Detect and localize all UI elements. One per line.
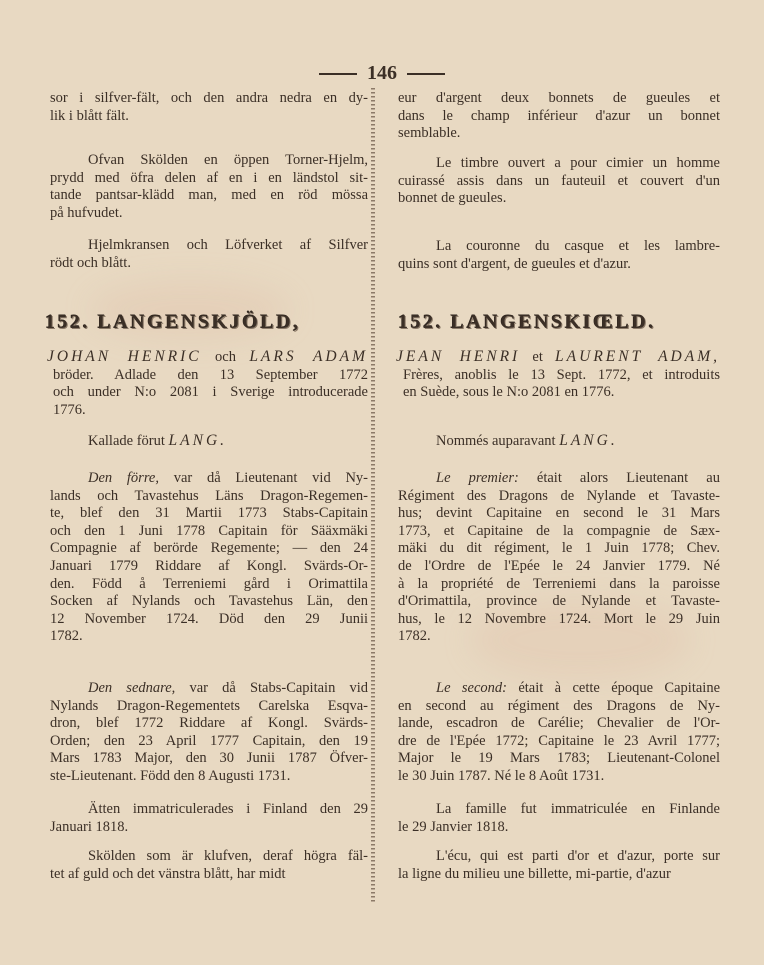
italic-run: Le second:	[436, 680, 507, 696]
text-line	[50, 254, 131, 272]
text-line	[50, 204, 122, 222]
text-line	[398, 714, 720, 732]
text-run: på hufvudet.	[50, 204, 123, 221]
text-line	[398, 697, 720, 715]
text-run: sor i silfver-fält, och den andra nedra en dy-	[50, 90, 368, 106]
text-line	[50, 592, 368, 610]
text-run: Frères, anoblis le 13 Sept. 1772, et introduits	[403, 366, 720, 383]
text-run: dron, blef 1772 Riddare af Kongl. Svärds-	[50, 715, 368, 732]
text-run: var då Lieutenant vid Ny-	[159, 470, 369, 486]
text-line	[398, 749, 720, 767]
text-run: Régiment des Dragons de Nylande et Tavaste-	[398, 487, 720, 504]
text-run: La couronne du casque et les lambre-	[436, 238, 720, 254]
text-run: semblable.	[398, 125, 461, 142]
text-run: Kallade förut	[88, 433, 169, 449]
text-run: la ligne du milieu une billette, mi-partie, d'azur	[398, 865, 671, 882]
text-line	[398, 539, 720, 557]
text-line	[398, 313, 656, 331]
text-line	[50, 169, 368, 187]
text-line	[50, 504, 368, 522]
text-run: en Suède, sous le N:o 2081 en 1776.	[403, 384, 615, 401]
text-run: lands och Tavastehus Läns Dragon-Regemen-	[50, 487, 368, 504]
text-line	[398, 575, 720, 593]
text-line	[398, 107, 720, 125]
text-line	[88, 151, 368, 169]
text-run: dans le champ inférieur d'azur un bonnet	[398, 107, 720, 124]
text-line	[436, 432, 618, 450]
text-line	[50, 732, 368, 750]
text-run: 1773, et Capitaine de la compagnie de Sæx-	[398, 522, 720, 539]
italic-run: JEAN HENRI	[396, 348, 521, 365]
page-number: 146	[367, 62, 397, 84]
italic-run: JOHAN HENRIC	[47, 348, 202, 365]
text-line	[436, 469, 720, 487]
column-divider	[371, 88, 375, 903]
italic-run: Den sednare,	[88, 680, 176, 696]
text-run: bonnet de gueules.	[398, 190, 507, 207]
text-line	[398, 89, 720, 107]
text-run: var då Stabs-Capitain vid	[175, 680, 369, 696]
text-line	[436, 679, 720, 697]
text-line	[398, 255, 631, 273]
text-line	[398, 557, 720, 575]
text-run: mäki du dit régiment, le 1 Juin 1778; Chev.	[398, 540, 720, 557]
text-run: Hjelmkransen och Löfverket af Silfver	[88, 237, 368, 253]
text-line	[45, 313, 301, 331]
text-run: le 29 Janvier 1818.	[398, 818, 509, 835]
text-line	[50, 697, 368, 715]
text-line	[50, 627, 83, 645]
text-line	[398, 504, 720, 522]
text-run: dre de l'Epée 1772; Capitaine le 23 Avril 1777;	[398, 732, 720, 749]
text-line	[88, 236, 368, 254]
text-run: bröder. Adlade den 13 September 1772	[53, 366, 368, 383]
text-line	[398, 124, 460, 142]
text-line	[53, 401, 86, 419]
text-run: Compagnie af berörde Regemente; — den 24	[50, 540, 368, 557]
text-run: prydd med öfra delen af en i en ländstol sit-	[50, 169, 368, 186]
text-run: en second au régiment des Dragons de Ny-	[398, 697, 720, 714]
text-run: Le timbre ouvert a pour cimier un homme	[436, 155, 720, 171]
text-run: 1782.	[50, 628, 83, 645]
dash-ornament	[407, 73, 445, 75]
text-run: Nommés auparavant	[436, 433, 560, 449]
text-line	[398, 189, 506, 207]
text-line	[50, 767, 290, 785]
text-line	[50, 522, 368, 540]
text-run: och	[201, 349, 250, 365]
text-run: den. Född å Terreniemi gård i Orimattila	[50, 575, 368, 592]
text-line	[403, 366, 720, 384]
italic-run: LANG.	[168, 432, 228, 449]
text-line	[50, 749, 368, 767]
text-line	[436, 154, 720, 172]
text-line	[398, 487, 720, 505]
text-line	[398, 732, 720, 750]
text-line	[88, 800, 368, 818]
text-line	[398, 522, 720, 540]
text-line	[398, 818, 508, 836]
italic-run: LANG.	[559, 432, 618, 449]
text-run: te, blef den 31 Martii 1773 Stabs-Capitain	[50, 505, 368, 522]
italic-run: LAURENT ADAM,	[555, 348, 720, 365]
text-line	[398, 767, 604, 785]
text-run: lande, escadron de Carélie; Chevalier de l'Or-	[398, 715, 720, 732]
text-run: était à cette époque Capitaine	[506, 680, 720, 696]
text-run: à la propriété de Terreniemi dans la paroisse	[398, 575, 720, 592]
text-run: et	[520, 349, 556, 365]
text-line	[50, 89, 368, 107]
text-run: de l'Ordre de l'Epée le 24 Janvier 1779. Né	[398, 558, 720, 574]
text-line	[50, 714, 368, 732]
text-line	[50, 539, 368, 557]
text-line	[50, 575, 368, 593]
text-line	[50, 818, 128, 836]
text-line	[403, 383, 614, 401]
text-line	[88, 847, 368, 865]
text-run: 1776.	[53, 401, 86, 418]
text-line	[88, 679, 368, 697]
text-line	[398, 172, 720, 190]
text-line	[50, 487, 368, 505]
text-run: Socken af Nylands och Tavastehus Län, den	[50, 593, 368, 610]
text-run: Major le 19 Mars 1783; Lieutenant-Colonel	[398, 750, 720, 767]
text-run: quins sont d'argent, de gueules et d'azur.	[398, 255, 631, 272]
text-line	[398, 627, 431, 645]
text-run: Orden; den 23 April 1777 Capitain, den 19	[50, 732, 368, 749]
text-line	[50, 107, 129, 125]
text-line	[398, 865, 671, 883]
text-run: Ofvan Skölden en öppen Torner-Hjelm,	[88, 152, 368, 168]
text-run: Skölden som är klufven, deraf högra fäl-	[88, 848, 368, 864]
text-line	[50, 865, 286, 883]
dash-ornament	[319, 73, 357, 75]
text-line	[50, 557, 368, 575]
text-run: lik i blått fält.	[50, 107, 129, 124]
text-line	[50, 610, 368, 628]
text-run: était alors Lieutenant au	[518, 470, 720, 486]
text-line	[398, 592, 720, 610]
text-run: cuirassé assis dans un fauteuil et couvert d'un	[398, 172, 720, 189]
text-run: Ätten immatriculerades i Finland den 29	[88, 801, 368, 817]
page-number-header	[0, 62, 764, 85]
family-title: 152. LANGENSKJÖLD,	[45, 311, 301, 333]
text-run: 12 November 1724. Död den 29 Junii	[50, 610, 368, 627]
text-line	[50, 186, 368, 204]
text-run: Januari 1818.	[50, 818, 129, 835]
text-run: rödt och blått.	[50, 254, 131, 271]
text-run: 1782.	[398, 628, 431, 645]
text-run: eur d'argent deux bonnets de gueules et	[398, 90, 720, 106]
text-run: ste-Lieutenant. Född den 8 Augusti 1731.	[50, 768, 291, 784]
text-line	[398, 610, 720, 628]
text-run: La famille fut immatriculée en Finlande	[436, 801, 720, 817]
italic-run: Den förre,	[88, 470, 159, 486]
text-line	[436, 847, 720, 865]
text-line	[53, 366, 368, 384]
text-line	[88, 432, 227, 450]
text-line	[53, 383, 368, 401]
italic-run: LARS ADAM	[249, 348, 368, 365]
text-run: och den 1 Juni 1778 Capitain för Sääxmäki	[50, 522, 368, 539]
italic-run: Le premier:	[436, 470, 519, 486]
text-run: hus, le 12 Novembre 1724. Mort le 29 Juin	[398, 610, 720, 627]
text-run: Januari 1779 Riddare af Kongl. Svärds-Or-	[50, 558, 368, 574]
text-line	[88, 469, 368, 487]
text-line	[436, 237, 720, 255]
text-run: och under N:o 2081 i Sverige introducerade	[53, 384, 368, 401]
text-run: L'écu, qui est parti d'or et d'azur, porte sur	[436, 848, 720, 864]
text-run: Mars 1783 Major, den 30 Junii 1787 Öfver-	[50, 750, 368, 767]
family-title: 152. LANGENSKIŒLD.	[398, 311, 656, 333]
text-run: tet af guld och det vänstra blått, har midt	[50, 865, 286, 882]
text-run: hus; devint Capitaine en second le 31 Mars	[398, 505, 720, 522]
text-run: le 30 Juin 1787. Né le 8 Août 1731.	[398, 768, 605, 784]
text-run: Nylands Dragon-Regementets Carelska Esqva-	[50, 697, 368, 714]
text-line	[47, 348, 368, 366]
text-line	[436, 800, 720, 818]
text-run: d'Orimattila, province de Nylande et Tavaste-	[398, 593, 720, 610]
text-run: tande pantsar-klädd man, med en röd mössa	[50, 187, 368, 204]
text-line	[396, 348, 720, 366]
